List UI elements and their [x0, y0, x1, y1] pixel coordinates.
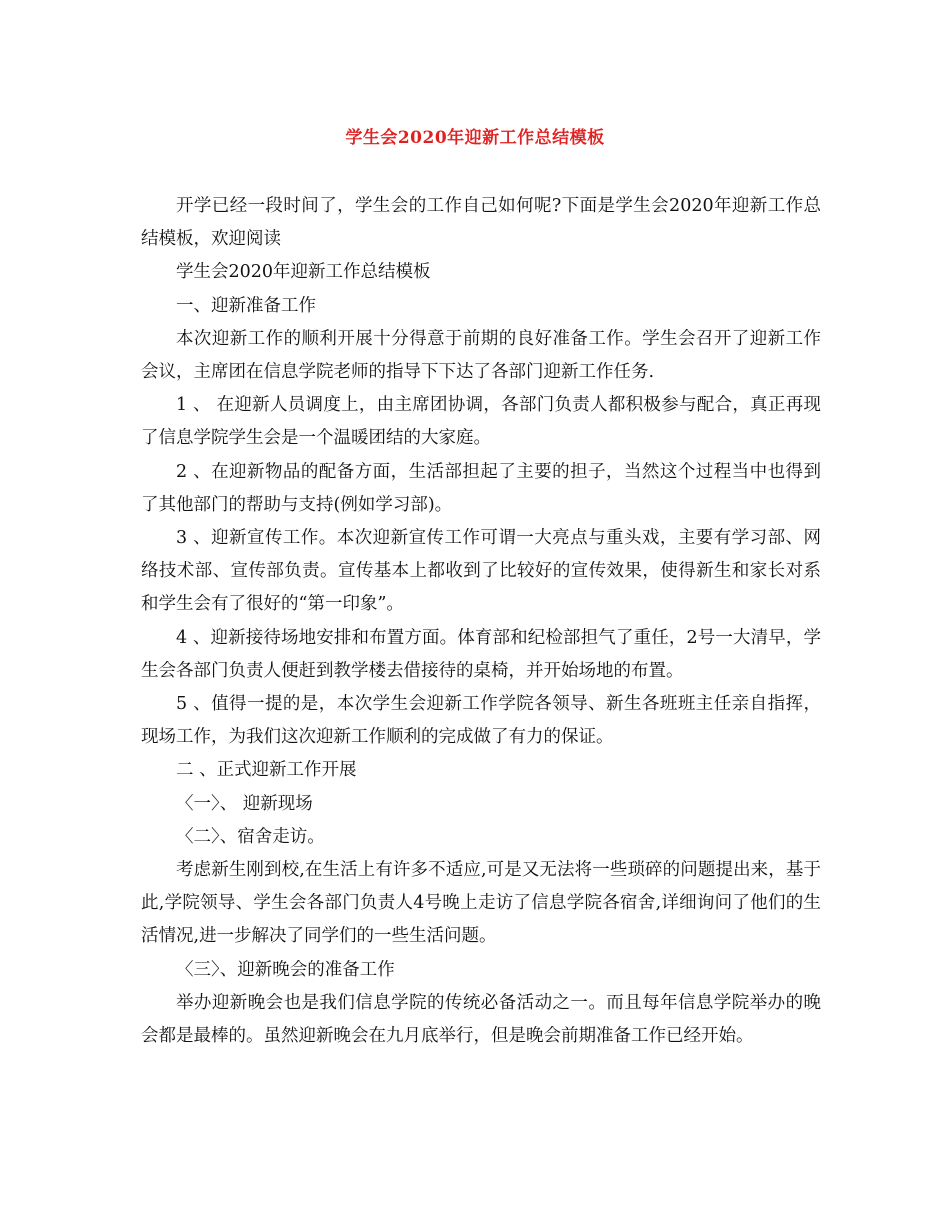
paragraph-preparation: 本次迎新工作的顺利开展十分得意于前期的良好准备工作。学生会召开了迎新工作会议，主席团在信息学院老师的指导下下达了各部门迎新工作任务. — [141, 328, 821, 383]
subheading-1: 〈一〉、 迎新现场 — [176, 793, 313, 814]
list-item-2: 2 、在迎新物品的配备方面，生活部担起了主要的担子，当然这个过程当中也得到了其他部门的帮助与支持(例如学习部)。 — [141, 461, 821, 515]
subheading-3: 〈三〉、迎新晚会的准备工作 — [176, 959, 395, 980]
section-heading-1: 一、迎新准备工作 — [176, 295, 316, 316]
paragraph-subtitle: 学生会2020年迎新工作总结模板 — [176, 262, 431, 283]
subheading-2: 〈二〉、宿舍走访。 — [176, 826, 325, 847]
section-heading-2: 二 、正式迎新工作开展 — [176, 760, 357, 781]
paragraph-intro: 开学已经一段时间了，学生会的工作自己如何呢?下面是学生会2020年迎新工作总结模板，欢迎阅读 — [141, 196, 821, 250]
document-body — [141, 190, 821, 1053]
paragraph-gala: 举办迎新晚会也是我们信息学院的传统必备活动之一。而且每年信息学院举办的晚会都是最棒的。虽然迎新晚会在九月底举行，但是晚会前期准备工作已经开始。 — [141, 992, 821, 1047]
paragraph-dorm-visit: 考虑新生刚到校,在生活上有许多不适应,可是又无法将一些琐碎的问题提出来，基于此,学院领导、学生会各部门负责人4号晚上走访了信息学院各宿舍,详细询问了他们的生活情况,进一步解决了同学们的一些生活问题。 — [141, 860, 821, 947]
list-item-5: 5 、值得一提的是，本次学生会迎新工作学院各领导、新生各班班主任亲自指挥，现场工作，为我们这次迎新工作顺利的完成做了有力的保证。 — [141, 694, 821, 748]
list-item-1: 1 、 在迎新人员调度上，由主席团协调，各部门负责人都积极参与配合，真正再现了信息学院学生会是一个温暖团结的大家庭。 — [141, 395, 821, 449]
list-item-3: 3 、迎新宣传工作。本次迎新宣传工作可谓一大亮点与重头戏，主要有学习部、网络技术部、宣传部负责。宣传基本上都收到了比较好的宣传效果，使得新生和家长对系和学生会有了很好的“第一印象”。 — [141, 528, 821, 615]
document-title: 学生会2020年迎新工作总结模板 — [345, 128, 605, 148]
list-item-4: 4 、迎新接待场地安排和布置方面。体育部和纪检部担气了重任，2号一大清早，学生会各部门负责人便赶到教学楼去借接待的桌椅，并开始场地的布置。 — [141, 627, 821, 681]
